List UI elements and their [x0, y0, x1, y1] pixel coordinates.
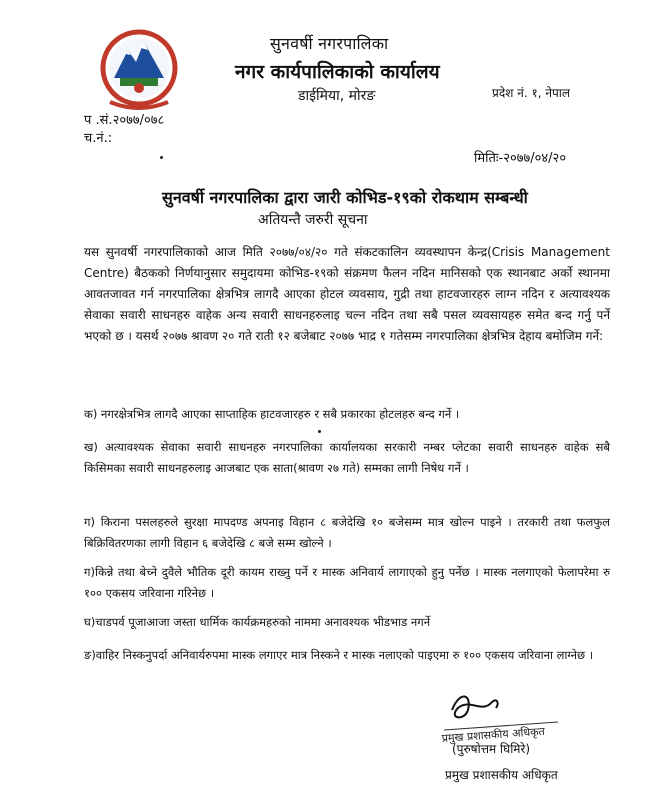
- notice-item: क) नगरक्षेत्रभित्र लागदै आएका साप्ताहिक हाटवजारहरु र सबै प्रकारका होटलहरु बन्द गर्ने ।: [84, 407, 460, 421]
- notice-item: ख) अत्यावश्यक सेवाका सवारी साधनहरु नगरपालिका कार्यालयका सरकारी नम्बर प्लेटका सवारी साधनहरु वाहेक सबै किसिमका सवारी साधनहरुलाइ आजबाट एक साता(श्रावण २७ गते) सम्मका लागी निषेध गर्ने ।: [84, 440, 610, 475]
- office-location: डाईमिया, मोरङ: [298, 88, 376, 104]
- office-name: नगर कार्यपालिकाको कार्यालय: [235, 61, 440, 83]
- signatory-title: प्रमुख प्रशासकीय अधिकृत: [445, 768, 558, 782]
- municipality-name: सुनवर्षी नगरपालिका: [270, 34, 389, 53]
- intro-paragraph: यस सुनवर्षी नगरपालिकाको आज मिति २०७७/०४/२० गते संकटकालिन व्यवस्थापन केन्द्र(Crisis Management Centre) बैठकको निर्णयानुसार समुदायमा कोभिड-१९को संक्रमण फैलन नदिन मानिसको एक स्थानबाट अर्को स्थानमा आवतजावत गर्न नगरपालिका क्षेत्रभित्र लागदै आएका होटल व्यवसाय, गुद्री तथा हाटवजारहरु लाग्न नदिन र अत्यावश्यक सेवाका सवारी साधनहरु वाहेक अन्य सवारी साधनहरुलाइ चल्न नदिन तथा सबै पसल व्यवसायहरु समेत बन्द गर्नु पर्ने भएकाे छ । यसर्थ २०७७ श्रावण २० गते राती १२ बजेबाट २०७७ भाद्र १ गतेसम्म नगरपालिका क्षेत्रभित्र देहाय बमोजिम गर्ने:: [84, 245, 610, 343]
- notice-subtitle: अतियन्तै जरुरी सूचना: [258, 212, 368, 228]
- notice-item: ङ)वाहिर निस्कनुपर्दा अनिवार्यरुपमा मास्क लगाएर मात्र निस्कने र मास्क नलाएको पाइएमा रु १०० एकसय जरिवाना लाग्नेछ ।: [84, 648, 594, 662]
- dispatch-number: च.नं.:: [84, 131, 113, 146]
- notice-item: ग)किन्ने तथा बेच्ने दुवैले भौतिक दूरी कायम राख्नु पर्ने र मास्क अनिवार्य लागाएको हुनु पर्नेछ । मास्क नलगाएको फेलापरेमा रु १०० एकसय जरिवाना गरिनेछ ।: [84, 565, 610, 600]
- notice-item: घ)चाडपर्व पूजाआजा जस्ता धार्मिक कार्यक्रमहरुको नाममा अनावश्यक भीडभाड नगर्ने: [84, 615, 431, 629]
- ink-dot: [160, 156, 163, 159]
- municipality-emblem: [98, 22, 180, 114]
- reference-number: प .सं.२०७७/०७८: [84, 113, 165, 128]
- signatory-name: (पुरुषोत्तम घिमिरे): [452, 742, 531, 756]
- ink-dot: [318, 430, 321, 433]
- notice-date: मितिः-२०७७/०४/२०: [474, 151, 567, 166]
- notice-title: सुनवर्षी नगरपालिका द्वारा जारी कोभिड-१९को रोकथाम सम्बन्धी: [162, 188, 528, 207]
- province-label: प्रदेश नं. १, नेपाल: [492, 86, 571, 100]
- notice-item: ग) किराना पसलहरुले सुरक्षा मापदण्ड अपनाइ विहान ८ बजेदेखि १० बजेसम्म मात्र खोल्न पाइने । तरकारी तथा फलफुल बिक्रिवितरणका लागी विहान ६ बजेदेखि ८ बजे सम्म खोल्ने ।: [84, 515, 610, 550]
- svg-text:प्रमुख प्रशासकीय अधिकृत: प्रमुख प्रशासकीय अधिकृत: [441, 724, 546, 745]
